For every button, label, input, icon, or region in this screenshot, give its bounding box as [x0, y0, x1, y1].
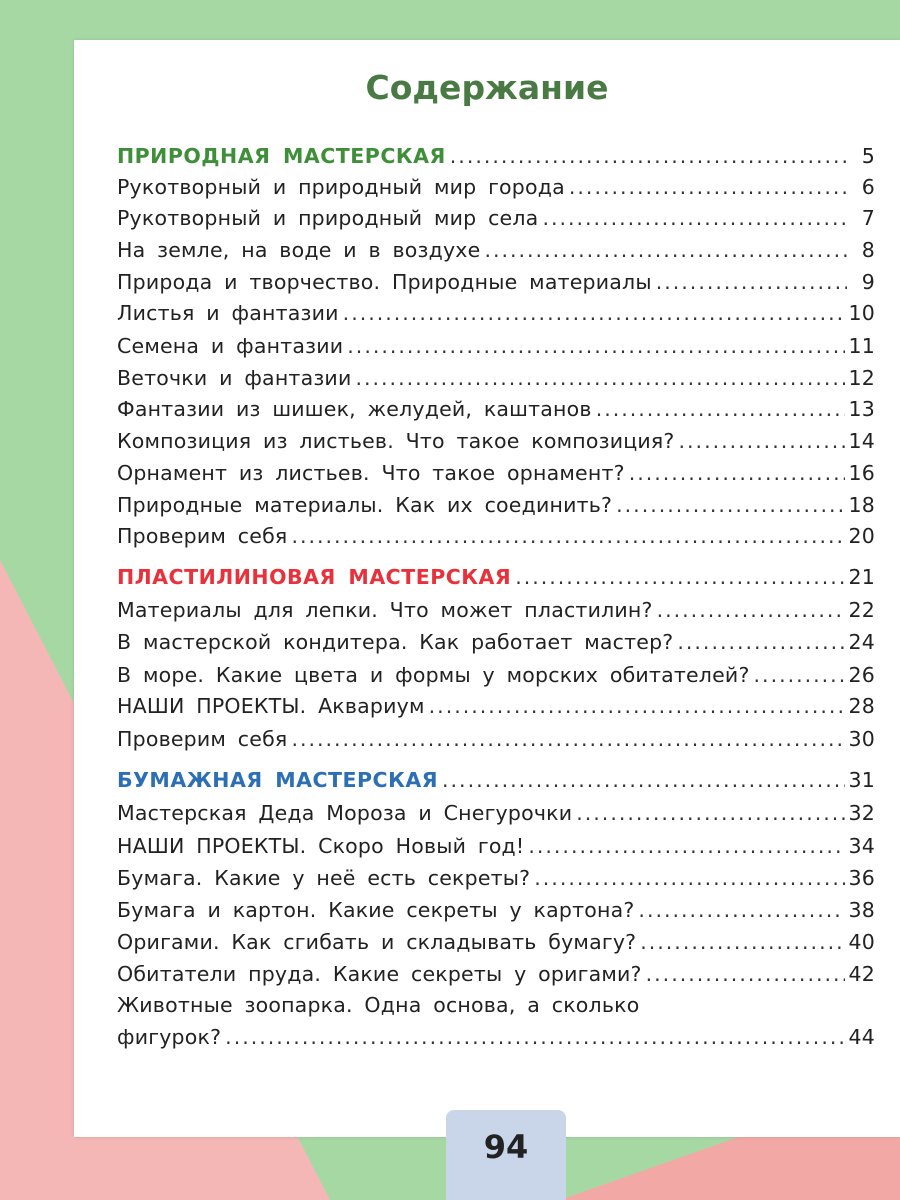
- toc-page-number: 16: [848, 461, 875, 485]
- toc-leader-dots: [616, 493, 844, 517]
- toc-row: [117, 1025, 875, 1055]
- toc-section-title: ПЛАСТИЛИНОВАЯ МАСТЕРСКАЯ: [117, 565, 512, 589]
- toc-page-number: 14: [848, 429, 875, 453]
- toc-leader-dots: [534, 866, 844, 890]
- toc-entry-title: Мастерская Деда Мороза и Снегурочки: [117, 801, 573, 825]
- toc-page-number: 38: [848, 898, 875, 922]
- toc-row: [117, 461, 875, 491]
- toc-row: [117, 630, 875, 660]
- toc-entry-title: В мастерской кондитера. Как работает мастер?: [117, 630, 674, 654]
- toc-page-number: 40: [848, 930, 875, 954]
- toc-entry-title: Оригами. Как сгибать и складывать бумагу?: [117, 930, 637, 954]
- toc-page-number: 28: [848, 694, 875, 718]
- toc-section-row: [117, 768, 875, 798]
- toc-page-number: 42: [848, 962, 875, 986]
- toc-row: [117, 898, 875, 928]
- toc-page-number: 7: [861, 206, 875, 230]
- toc-row: [117, 663, 875, 693]
- toc-page-number: 31: [848, 768, 875, 792]
- toc-section-title: БУМАЖНАЯ МАСТЕРСКАЯ: [117, 768, 439, 792]
- toc-page-number: 22: [848, 598, 875, 622]
- toc-page-number: 8: [861, 238, 875, 262]
- toc-row: [117, 366, 875, 396]
- toc-leader-dots: [429, 694, 845, 718]
- toc-page-number: 6: [861, 175, 875, 199]
- toc-entry-title: На земле, на воде и в воздухе: [117, 238, 481, 262]
- toc-row: [117, 175, 875, 205]
- toc-leader-dots: [646, 962, 845, 986]
- toc-page-number: 11: [848, 334, 875, 358]
- toc-entry-title: Природные материалы. Как их соединить?: [117, 493, 613, 517]
- toc-leader-dots: [596, 397, 845, 421]
- toc-page-number: 32: [848, 801, 875, 825]
- toc-row: [117, 727, 875, 757]
- toc-entry-title: В море. Какие цвета и формы у морских обитателей?: [117, 663, 750, 687]
- toc-row: [117, 834, 875, 864]
- toc-entry-title: Проверим себя: [117, 727, 288, 751]
- toc-entry-title: НАШИ ПРОЕКТЫ. Скоро Новый год!: [117, 834, 525, 858]
- toc-leader-dots: [679, 429, 845, 453]
- toc-row: [117, 524, 875, 554]
- toc-page-number: 9: [861, 270, 875, 294]
- toc-leader-dots: [343, 301, 845, 325]
- toc-entry-title: Рукотворный и природный мир села: [117, 206, 539, 230]
- toc-entry-title: Орнамент из листьев. Что такое орнамент?: [117, 461, 625, 485]
- toc-page-number: 13: [848, 397, 875, 421]
- toc-entry-title: Фантазии из шишек, желудей, каштанов: [117, 397, 592, 421]
- toc-section-row: [117, 565, 875, 595]
- toc-leader-dots: [291, 727, 844, 751]
- toc-row: [117, 429, 875, 459]
- toc-page-number: 24: [848, 630, 875, 654]
- toc-page-number: 18: [848, 493, 875, 517]
- toc-entry-title: Проверим себя: [117, 524, 288, 548]
- toc-leader-dots: [629, 461, 845, 485]
- toc-row: [117, 993, 875, 1023]
- page-title: Содержание: [365, 68, 609, 107]
- toc-entry-title: Листья и фантазии: [117, 301, 339, 325]
- toc-page-number: 20: [848, 524, 875, 548]
- toc-section-row: [117, 144, 875, 174]
- toc-row: [117, 694, 875, 724]
- toc-row: [117, 270, 875, 300]
- toc-page-number: 5: [861, 144, 875, 168]
- toc-row: [117, 962, 875, 992]
- toc-row: [117, 930, 875, 960]
- toc-page-number: 10: [848, 301, 875, 325]
- toc-row: [117, 598, 875, 628]
- toc-entry-title: НАШИ ПРОЕКТЫ. Аквариум: [117, 694, 425, 718]
- toc-entry-title: Композиция из листьев. Что такое композиция?: [117, 429, 675, 453]
- toc-row: [117, 801, 875, 831]
- toc-page-number: 44: [848, 1025, 875, 1049]
- toc-row: [117, 206, 875, 236]
- toc-entry-title: Семена и фантазии: [117, 334, 344, 358]
- toc-entry-title: фигурок?: [117, 1025, 222, 1049]
- toc-leader-dots: [677, 630, 844, 654]
- toc-page-number: 36: [848, 866, 875, 890]
- toc-leader-dots: [657, 598, 845, 622]
- toc-leader-dots: [291, 524, 844, 548]
- toc-leader-dots: [542, 206, 847, 230]
- toc-entry-title: Обитатели пруда. Какие секреты у оригами?: [117, 962, 642, 986]
- toc-page-number: 30: [848, 727, 875, 751]
- toc-leader-dots: [442, 768, 844, 792]
- toc-section-title: ПРИРОДНАЯ МАСТЕРСКАЯ: [117, 144, 446, 168]
- toc-leader-dots: [569, 175, 847, 199]
- toc-entry-title: Бумага. Какие у неё есть секреты?: [117, 866, 531, 890]
- toc-entry-title: Природа и творчество. Природные материалы: [117, 270, 652, 294]
- toc-leader-dots: [576, 801, 844, 825]
- toc-entry-title: Животные зоопарка. Одна основа, а сколько: [117, 993, 640, 1017]
- toc-row: [117, 866, 875, 896]
- toc-leader-dots: [638, 898, 844, 922]
- toc-row: [117, 238, 875, 268]
- toc-entry-title: Веточки и фантазии: [117, 366, 352, 390]
- toc-row: [117, 493, 875, 523]
- toc-leader-dots: [355, 366, 844, 390]
- toc-row: [117, 397, 875, 427]
- toc-leader-dots: [754, 663, 845, 687]
- toc-leader-dots: [347, 334, 844, 358]
- toc-page-number: 12: [848, 366, 875, 390]
- toc-row: [117, 334, 875, 364]
- toc-entry-title: Материалы для лепки. Что может пластилин?: [117, 598, 653, 622]
- toc-row: [117, 301, 875, 331]
- toc-entry-title: Бумага и картон. Какие секреты у картона?: [117, 898, 635, 922]
- toc-entry-title: Рукотворный и природный мир города: [117, 175, 565, 199]
- toc-page-number: 34: [848, 834, 875, 858]
- page-number: 94: [483, 1128, 529, 1166]
- toc-page-number: 21: [848, 565, 875, 589]
- toc-leader-dots: [450, 144, 847, 168]
- toc-leader-dots: [656, 270, 847, 294]
- toc-leader-dots: [528, 834, 844, 858]
- toc-leader-dots: [484, 238, 847, 262]
- toc-leader-dots: [515, 565, 844, 589]
- toc-leader-dots: [640, 930, 844, 954]
- toc-page-number: 26: [848, 663, 875, 687]
- toc-leader-dots: [225, 1025, 844, 1049]
